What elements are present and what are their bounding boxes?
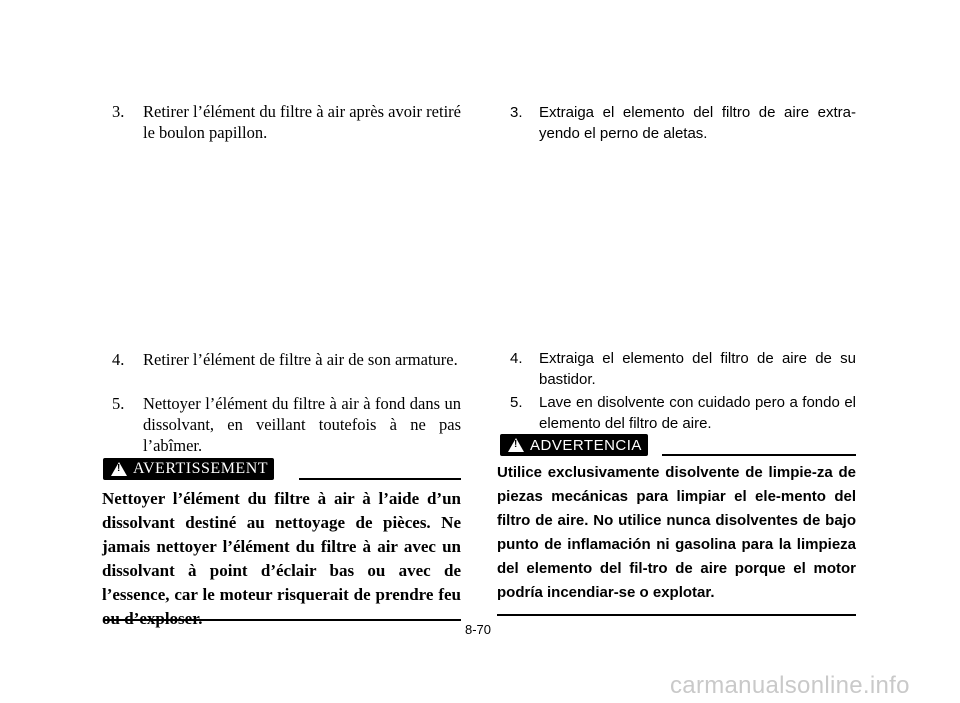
es-warning-label: ADVERTENCIA — [530, 436, 642, 454]
fr-warning-top-rule — [299, 478, 461, 480]
fr-warning-text: Nettoyer l’élément du filtre à air à l’aide d’un dissolvant destiné au nettoyage de pièces. Ne jamais nettoyer l’élément du filtre à air avec un dissolvant à point d’éclair bas ou avec de l’essence, car le moteur risquerait de prendre feu — [102, 489, 461, 604]
fr-step-5-number: 5. — [112, 394, 125, 413]
es-step-5-text: Lave en disolvente con cuidado pero a fondo el elemento del filtro de aire. — [539, 394, 856, 432]
es-warning-header — [500, 434, 856, 456]
fr-warning-header — [103, 458, 461, 480]
fr-step-4 — [112, 349, 461, 370]
fr-step-3 — [112, 101, 461, 143]
fr-step-3-number: 3. — [112, 102, 125, 121]
fr-step-4-text: Retirer l’élément de filtre à air de son armature. — [143, 350, 458, 369]
fr-step-4-number: 4. — [112, 350, 125, 369]
watermark: carmanualsonline.info — [670, 672, 910, 699]
es-step-5-number: 5. — [510, 394, 523, 411]
warning-triangle-icon — [111, 462, 127, 476]
es-step-4-text: Extraiga el elemento del filtro de aire de su bastidor. — [539, 350, 856, 388]
es-step-4 — [510, 348, 856, 390]
fr-warning-label: AVERTISSEMENT — [133, 460, 269, 477]
es-step-3 — [510, 102, 856, 144]
page-number: 8-70 — [465, 622, 492, 637]
warning-triangle-icon — [508, 438, 524, 452]
fr-step-3-text: Retirer l’élément du filtre à air après avoir retiré le boulon papillon. — [143, 102, 461, 142]
fr-step-5 — [112, 393, 461, 456]
fr-step-5-text: Nettoyer l’élément du filtre à air à fond dans un dissolvant, en veillant toutefois à ne pas l’abîmer. — [143, 394, 461, 455]
es-step-3-number: 3. — [510, 104, 523, 121]
es-step-4-number: 4. — [510, 350, 523, 367]
es-warning-bottom-rule — [497, 614, 856, 616]
es-warning-badge — [500, 434, 648, 456]
es-warning-text: Utilice exclusivamente disolvente de limpie-za de piezas mecánicas para limpiar el ele-mento del filtro de aire. No utilice nunca disolventes de bajo punto de inflamación ni gasolina para la limpieza del elemento del fil-tro de aire porque el motor podría incendiar-se o explotar. — [497, 464, 856, 601]
fr-warning-badge — [103, 458, 274, 480]
fr-warning-bottom-rule — [103, 619, 461, 621]
es-step-3-text: Extraiga el elemento del filtro de aire extra-yendo el perno de aletas. — [539, 104, 856, 142]
es-warning-top-rule — [662, 454, 856, 456]
es-step-5 — [510, 392, 856, 434]
